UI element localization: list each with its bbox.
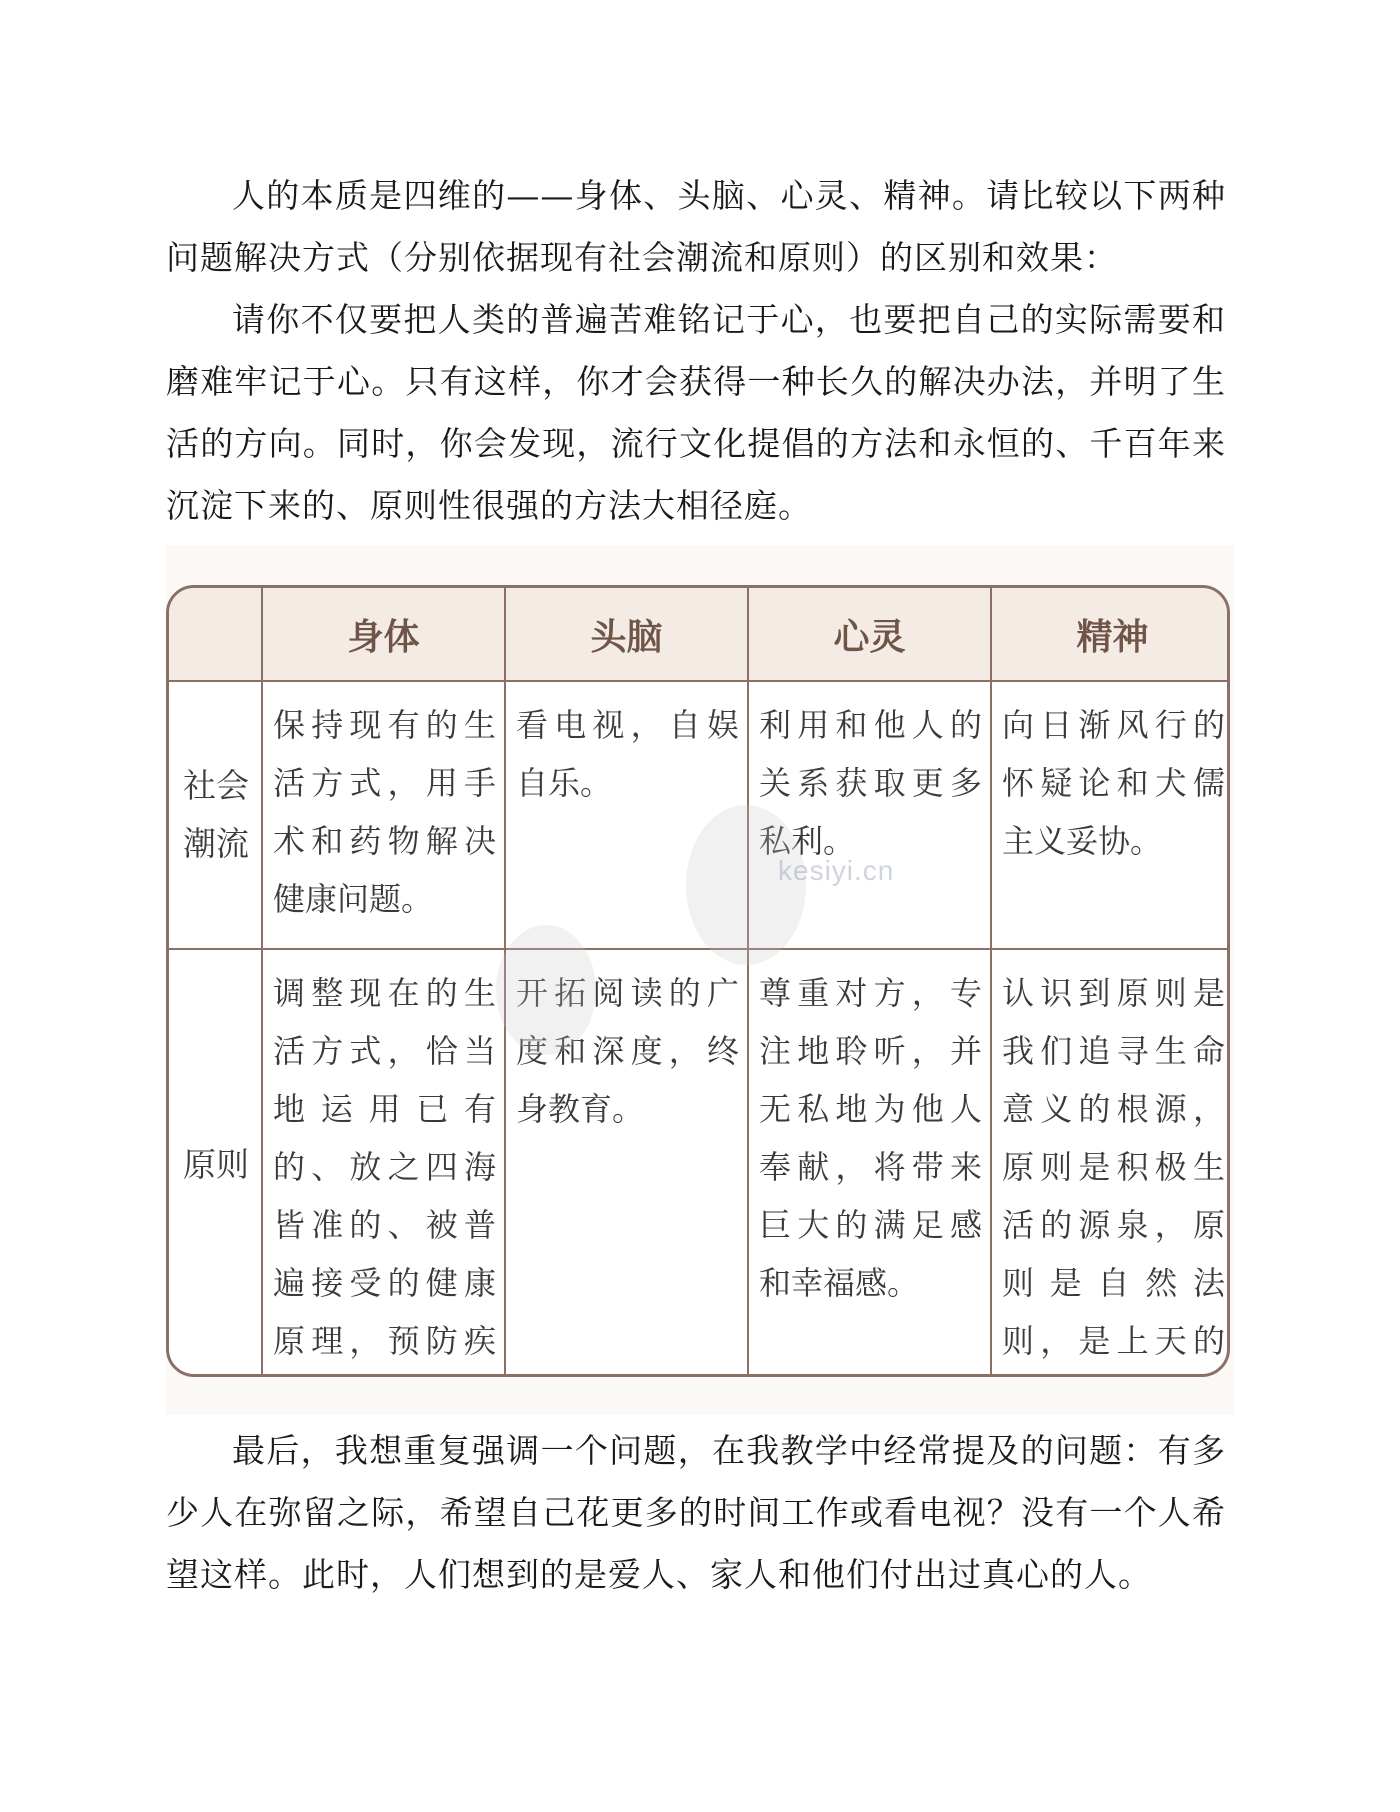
header-spirit: 精神 <box>1076 616 1149 658</box>
cell-trend-body: 保持现有的生活方式，用手术和药物解决健康问题。 <box>273 706 496 918</box>
comparison-table <box>166 585 1230 1377</box>
watermark-text: kesiyi.cn <box>778 855 895 886</box>
second-paragraph: 请你不仅要把人类的普遍苦难铭记于心，也要把自己的实际需要和磨难牢记于心。只有这样，你才会获得一种长久的解决办法，并明了生活的方向。同时，你会发现，流行文化提倡的方法和永恒的、千百年来沉淀下来的、原则性很强的方法大相径庭。 <box>166 300 1226 525</box>
closing-paragraph: 最后，我想重复强调一个问题，在我教学中经常提及的问题：有多少人在弥留之际，希望自己花更多的时间工作或看电视？没有一个人希望这样。此时，人们想到的是爱人、家人和他们付出过真心的人。 <box>166 1431 1226 1594</box>
cell-principle-heart: 尊重对方，专注地聆听，并无私地为他人奉献，将带来巨大的满足感和幸福感。 <box>759 974 982 1302</box>
cell-principle-body: 调整现在的生活方式，恰当地运用已有的、放之四海皆准的、被普遍接受的健康原理，预防疾 <box>273 974 496 1360</box>
row-label-principle: 原则 <box>183 1145 249 1184</box>
cell-principle-mind: 开拓阅读的广度和深度，终身教育。 <box>516 974 739 1128</box>
watermark-figure-icon <box>496 925 596 1055</box>
header-heart: 心灵 <box>833 616 906 658</box>
closing-section <box>166 1420 1226 1606</box>
header-mind: 头脑 <box>590 616 663 658</box>
cell-trend-mind: 看电视，自娱自乐。 <box>516 706 739 802</box>
row-label-social-trend: 社会潮流 <box>183 766 249 863</box>
header-body: 身体 <box>347 616 420 658</box>
intro-paragraph: 人的本质是四维的——身体、头脑、心灵、精神。请比较以下两种问题解决方式（分别依据现有社会潮流和原则）的区别和效果： <box>166 176 1226 277</box>
cell-principle-spirit: 认识到原则是我们追寻生命意义的根源，原则是积极生活的源泉，原则是自然法则，是上天的 <box>1002 974 1225 1360</box>
comparison-table-figure <box>166 545 1234 1415</box>
document-body <box>166 165 1226 537</box>
cell-trend-spirit: 向日渐风行的怀疑论和犬儒主义妥协。 <box>1002 706 1225 860</box>
cell-trend-heart: 利用和他人的关系获取更多私利。 <box>759 706 982 860</box>
